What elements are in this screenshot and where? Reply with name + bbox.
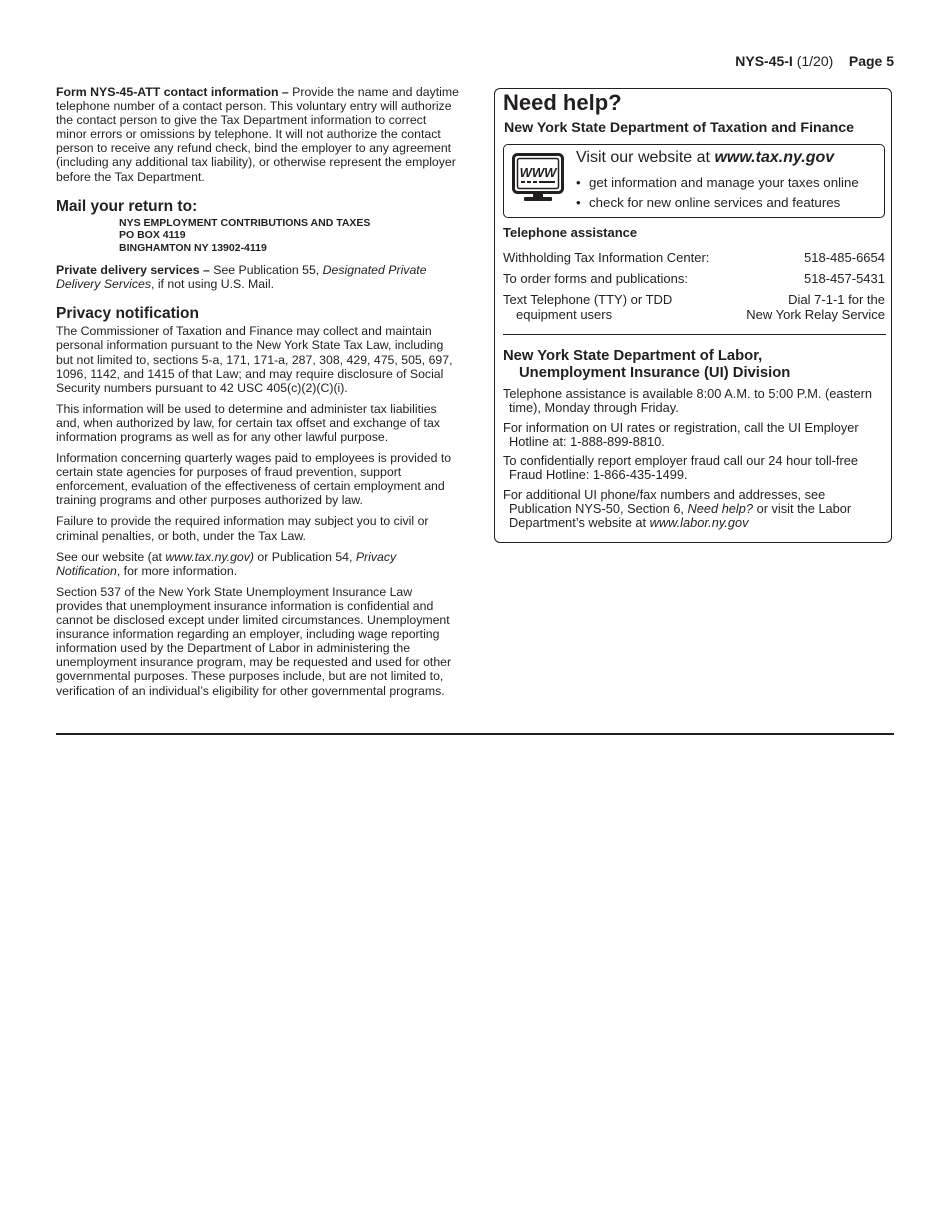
delivery-post: , if not using U.S. Mail. <box>150 277 275 292</box>
help-subtitle: New York State Department of Taxation and Finance <box>504 120 855 136</box>
help-title: Need help? <box>503 90 622 115</box>
address-line: NYS EMPLOYMENT CONTRIBUTIONS AND TAXES <box>119 216 371 229</box>
tty-value-line: New York Relay Service <box>746 307 885 322</box>
contact-info-lead: Form NYS-45-ATT contact information – <box>56 85 289 99</box>
labor-info <box>503 387 885 536</box>
tax-website-link[interactable]: www.tax.ny.gov) <box>165 549 254 564</box>
tel-number: 518-485-6654 <box>804 250 885 265</box>
see-pre: See our website (at <box>56 549 166 564</box>
delivery-pre: See Publication 55, <box>209 263 323 278</box>
www-text: WWW <box>519 165 557 180</box>
form-date: (1/20) <box>796 53 834 69</box>
visit-pre: Visit our website at <box>576 149 715 166</box>
list-item: • get information and manage your taxes online <box>576 173 859 193</box>
privacy-heading: Privacy notification <box>56 305 199 323</box>
need-help-box <box>494 88 892 543</box>
privacy-paragraph: The Commissioner of Taxation and Finance may collect and maintain personal information pursuant to the New York State Tax Law, including but not limited to, sections 5-a, 171, 171-a, 287, 308, 429, 475, 505, 697, 1096, 1142, and 1415 of that Law; and may require disclosure of Social Security numbers pursuant to 42 USC 405(c)(2)(C)(i). <box>56 324 453 395</box>
tty-label-line: Text Telephone (TTY) or TDD <box>503 292 673 307</box>
privacy-paragraph: Failure to provide the required information may subject you to civil or criminal penalties, or both, under the Tax Law. <box>56 514 429 543</box>
page-header <box>735 53 894 69</box>
tel-row-tty <box>503 292 885 322</box>
tel-label: To order forms and publications: <box>503 271 688 286</box>
bottom-rule <box>56 733 894 735</box>
tty-label-line: equipment users <box>516 307 613 322</box>
labor-paragraph: To confidentially report employer fraud call our 24 hour toll-free Fraud Hotline: 1-866-435-1499. <box>503 453 858 483</box>
delivery-lead: Private delivery services – <box>56 263 210 278</box>
tax-website-url[interactable]: www.tax.ny.gov <box>714 149 835 166</box>
privacy-publication: Privacy Notification <box>56 549 397 578</box>
page-number: Page 5 <box>848 53 894 69</box>
tel-number <box>746 292 885 322</box>
labor-p4-pre: For additional UI phone/fax numbers and addresses, see Publication NYS-50, Section 6, <box>503 486 826 517</box>
list-item: • check for new online services and features <box>576 193 859 213</box>
labor-p4-mid: or visit the Labor Department’s website at <box>509 501 852 531</box>
website-reference-paragraph <box>56 550 460 578</box>
section-divider <box>503 334 886 335</box>
computer-monitor-icon <box>512 153 564 203</box>
tel-row-withholding <box>503 250 885 265</box>
telephone-heading: Telephone assistance <box>503 225 638 240</box>
tel-label: Withholding Tax Information Center: <box>503 250 710 265</box>
mail-heading: Mail your return to: <box>56 197 198 215</box>
contact-info-text: Provide the name and daytime telephone number of a contact person. This voluntary entry will authorize the contact person to give the Tax Department information to correct minor errors or omissions by telephone. It will not authorize the contact person to receive any refund check, bind the employer to any agreement (including any additional tax liability), or otherwise represent the employer before the Tax Department. <box>56 85 459 184</box>
tel-row-forms <box>503 271 885 286</box>
delivery-paragraph <box>56 263 460 291</box>
labor-paragraph: Telephone assistance is available 8:00 A.M. to 5:00 P.M. (eastern time), Monday through Friday. <box>503 386 872 416</box>
website-box <box>503 144 885 218</box>
visit-website-line <box>576 149 834 167</box>
tel-label <box>503 292 672 322</box>
address-line: PO BOX 4119 <box>119 229 186 242</box>
privacy-paragraph: This information will be used to determine and administer tax liabilities and, when authorized by law, for certain tax offset and exchange of tax information programs as well as for any other lawful purpose. <box>56 401 440 444</box>
delivery-publication: Designated Private Delivery Services <box>56 263 427 292</box>
need-help-reference: Need help? <box>687 501 754 517</box>
mailing-address <box>119 217 460 255</box>
contact-info-paragraph <box>56 85 460 184</box>
labor-paragraph <box>503 488 885 531</box>
labor-website-link[interactable]: www.labor.ny.gov <box>649 515 749 531</box>
left-column <box>56 85 460 705</box>
labor-paragraph: For information on UI rates or registration, call the UI Employer Hotline at: 1-888-899-8810. <box>503 419 859 449</box>
labor-heading <box>503 348 790 382</box>
privacy-paragraph: Information concerning quarterly wages paid to employees is provided to certain state agencies for purposes of fraud prevention, support enforcement, evaluation of the effectiveness of certain employment and training programs and other purposes authorized by law. <box>56 451 452 508</box>
labor-heading-line: Unemployment Insurance (UI) Division <box>519 365 791 381</box>
privacy-paragraph: Section 537 of the New York State Unemployment Insurance Law provides that unemployment insurance information is confidential and cannot be disclosed except under limited circumstances. Unemployment insurance information regarding an employer, including wage reporting information used by the Department of Labor in administering the unemployment insurance program, may be requested and used for other governmental purposes. These purposes include, but are not limited to, verification of an individual’s eligibility for other governmental programs. <box>56 584 452 698</box>
labor-heading-line: New York State Department of Labor, <box>503 348 763 364</box>
see-post: , for more information. <box>116 563 238 578</box>
website-bullet-list <box>576 173 859 213</box>
see-mid: or Publication 54, <box>254 549 356 564</box>
tty-value-line: Dial 7-1-1 for the <box>788 292 885 307</box>
tel-number: 518-457-5431 <box>804 271 885 286</box>
address-line: BINGHAMTON NY 13902-4119 <box>119 241 267 254</box>
form-number: NYS-45-I <box>735 53 793 69</box>
